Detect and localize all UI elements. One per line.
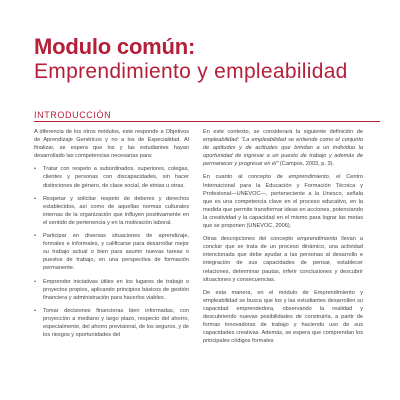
emphasis: emprendimiento xyxy=(297,236,338,243)
paragraph-module: De esta manera, en el módulo de Emprendimiento y empleabilidad se busca que los y las estudiantes desarrollen su capacidad emprendedora, observando la realidad y descubriendo nuevas posibilidades de construirla, a partir de formas innovadoras de trabajo y haciendo uso de sus capacidades creativas. Además, se espera que comprendan los principales códigos formales xyxy=(203,289,363,345)
text-run: Otras descripciones del concepto xyxy=(203,236,298,243)
list-item: • Tomar decisiones financieras bien informadas, con proyección a mediano y largo plazo, respecto del ahorro, especialmente, del ahorro previsional, de los seguros, y de los riesgos y oportunidades del xyxy=(34,307,189,339)
left-column xyxy=(34,128,189,344)
text-run: En este contexto, se considerará la siguiente definición de xyxy=(203,129,363,135)
section-heading: INTRODUCCIÓN xyxy=(34,110,112,120)
quotation: "La empleabilidad se entiende como el conjunto de aptitudes y de actitudes que brindan a un individuo la oportunidad de ingresar a un puesto de trabajo y además de permanecer y progresar en él" xyxy=(203,137,364,168)
section-divider xyxy=(34,121,380,122)
page-title-line-1: Modulo común: xyxy=(34,34,196,59)
page-title-line-2: Emprendimiento y empleabilidad xyxy=(34,60,348,83)
list-item: • Participar en diversas situaciones de aprendizaje, formales e informales, y calificarse para desarrollar mejor su trabajo actual o bien para asumir nuevas tareas o puestos de trabajo, en una perspectiva de formación permanente. xyxy=(34,232,189,272)
intro-paragraph: A diferencia de los otros módulos, este responde a Objetivos de Aprendizaje Genéricos y no a los de Especialidad. Al finalizar, se espera que los y las estudiantes hayan desarrollado las competencias necesarias para: xyxy=(34,129,189,160)
text-run: : xyxy=(237,137,242,144)
list-item: • Respetar y solicitar respeto de deberes y derechos establecidos, así como de aquellas normas culturales internas de la organización que influyen positivamente en el sentido de pertenencia y en la motivación laboral. xyxy=(34,195,189,227)
paragraph-definition xyxy=(203,128,363,168)
competencies-list xyxy=(34,165,189,339)
citation: (Campos, 2003, p. 3). xyxy=(278,161,335,168)
right-column xyxy=(203,128,363,350)
emphasis: emprendimiento xyxy=(288,174,329,181)
text-run: , el Centro Internacional para la Educación y Formación Técnica y Profesional—UNEVOC—, perteneciente a la Unesco, señala que es una competencia clave en el proceso educativo, en la medida que permite transformar ideas en acciones, potenciando la creatividad y la capacidad en el mismo para lograr las metas que se proponen (UNEVOC, 2006). xyxy=(203,174,363,230)
list-item: • Emprender iniciativas útiles en los lugares de trabajo o proyectos propios, aplicando principios básicos de gestión financiera y administración para hacerlos viables. xyxy=(34,278,189,302)
text-run: llevan a concluir que se trata de un proceso dinámico, una actividad intencionada que debe ayudar a las personas al desarrollo e integración de sus capacidades de pensar, establecer relaciones, determinar pautas, inferir conclusiones y descubrir situaciones y consecuencias. xyxy=(203,236,363,283)
paragraph-descriptions xyxy=(203,235,363,284)
emphasis: empleabilidad xyxy=(203,137,238,144)
text-run: En cuanto al concepto de xyxy=(203,174,289,181)
paragraph-emprendimiento xyxy=(203,173,363,230)
list-item: • Tratar con respeto a subordinados, superiores, colegas, clientes y personas con discapacidades, sin hacer distinciones de género, de clase social, de etnias u otras. xyxy=(34,165,189,189)
